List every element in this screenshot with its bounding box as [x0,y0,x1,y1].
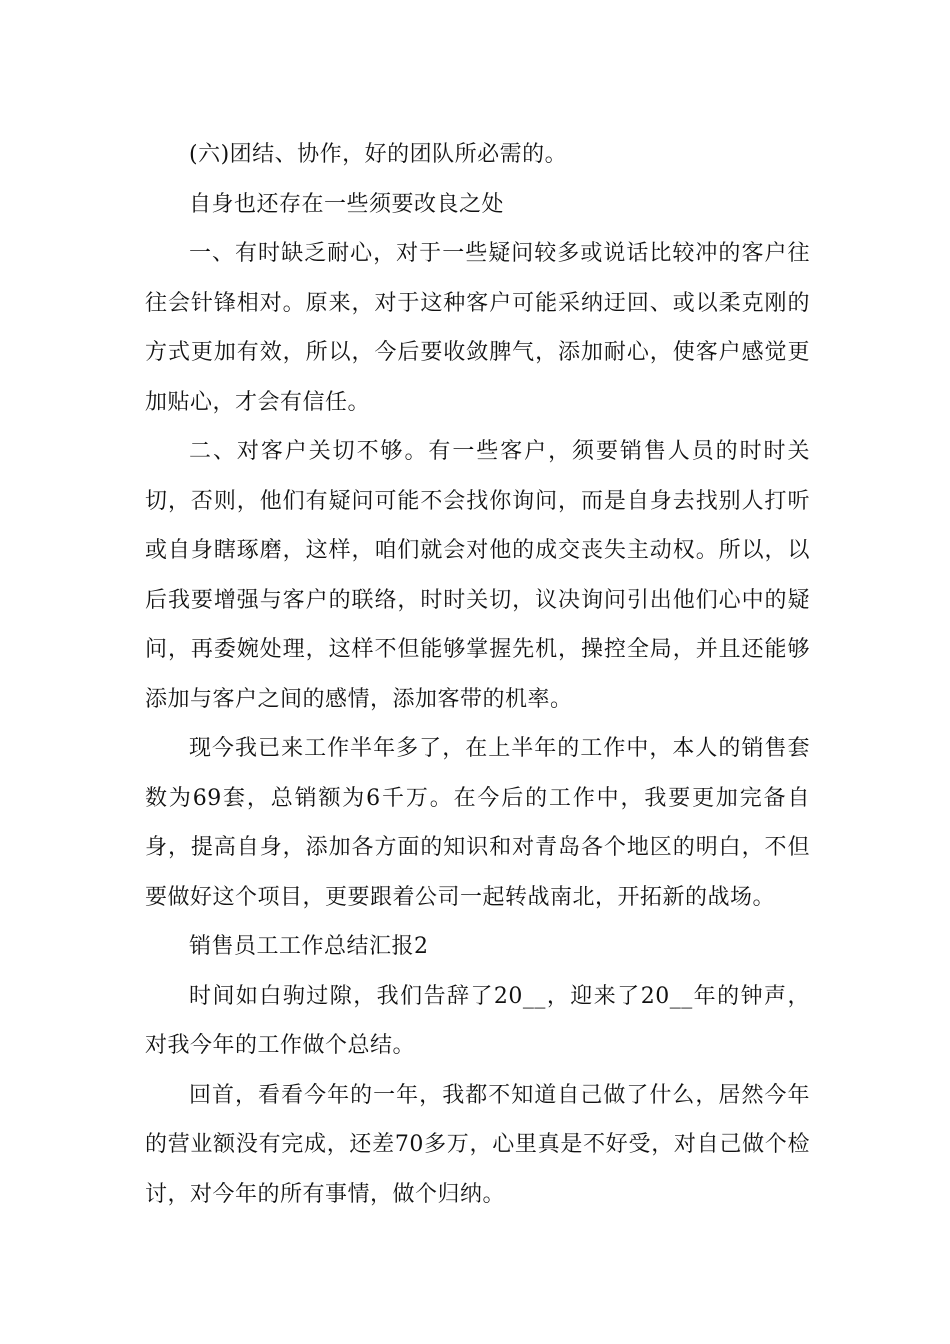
paragraph-patience: 一、有时缺乏耐心，对于一些疑问较多或说话比较冲的客户往往会针锋相对。原来，对于这种客户可能采纳迂回、或以柔克刚的方式更加有效，所以，今后要收敛脾气，添加耐心，使客户感觉更加贴心，才会有信任。 [145,241,810,415]
paragraph-improvement-heading: 自身也还存在一些须要改良之处 [189,191,505,217]
paragraph-teamwork: (六)团结、协作，好的团队所必需的。 [189,142,568,167]
paragraph-half-year-summary: 现今我已来工作半年多了，在上半年的工作中，本人的销售套数为69套，总销额为6千万。在今后的工作中，我要更加完备自身，提高自身，添加各方面的知识和对青岛各个地区的明白，不但要做好这个项目，更要跟着公司一起转战南北，开拓新的战场。 [145,736,810,910]
paragraph-review: 回首，看看今年的一年，我都不知道自己做了什么，居然今年的营业额没有完成，还差70多万，心里真是不好受，对自己做个检讨，对今年的所有事情，做个归纳。 [145,1082,810,1207]
section-title: 销售员工工作总结汇报2 [189,934,429,959]
paragraph-time-passing: 时间如白驹过隙，我们告辞了20__，迎来了20__年的钟声，对我今年的工作做个总结。 [145,983,810,1058]
document-body [145,130,810,1219]
paragraph-customer-care: 二、对客户关切不够。有一些客户，须要销售人员的时时关切，否则，他们有疑问可能不会找你询问，而是自身去找别人打听或自身瞎琢磨，这样，咱们就会对他的成交丧失主动权。所以，以后我要增强与客户的联络，时时关切，议决询问引出他们心中的疑问，再委婉处理，这样不但能够掌握先机，操控全局，并且还能够添加与客户之间的感情，添加客带的机率。 [145,439,810,712]
